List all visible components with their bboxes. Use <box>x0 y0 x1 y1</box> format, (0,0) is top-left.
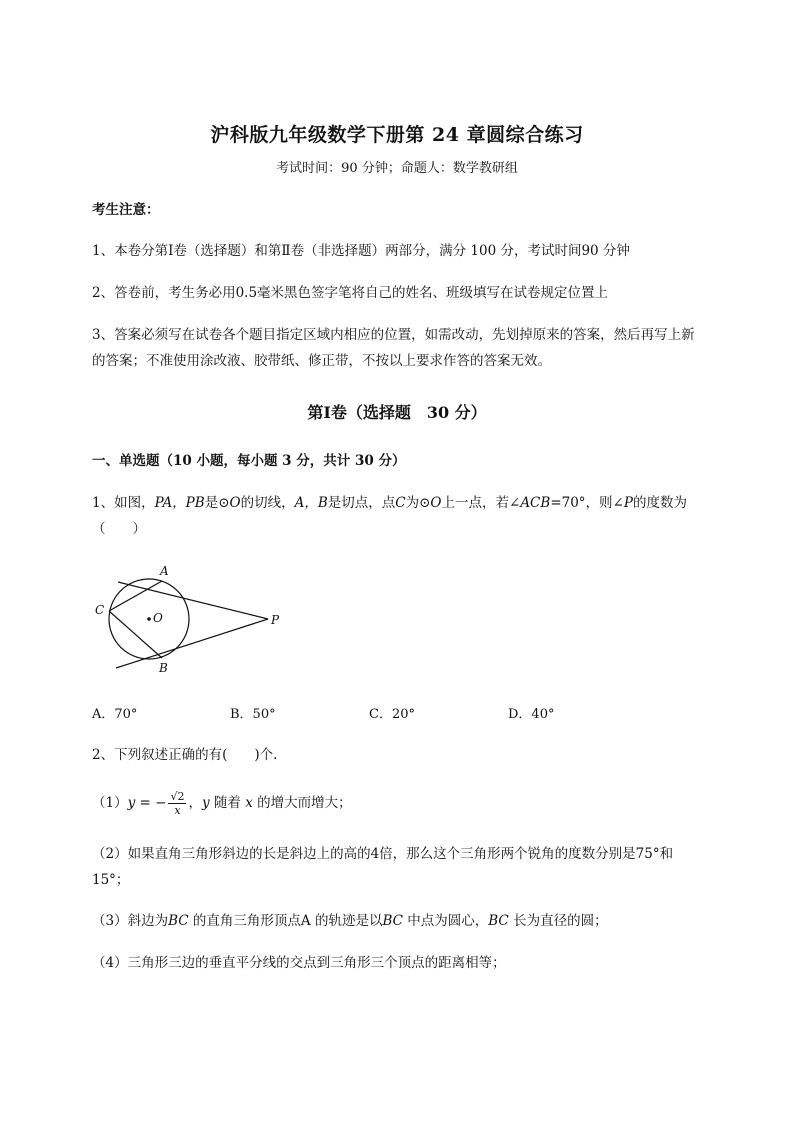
option-c[interactable]: C．20° <box>369 707 415 722</box>
exam-info: 考试时间：90 分钟；命题人：数学教研组 <box>276 161 518 176</box>
statement-1: （1）y = − $\frac{√2}{x}$ ，y 随着 x 的增大而增大； <box>92 790 352 817</box>
section-title: 第Ⅰ卷（选择题 30 分） <box>307 403 487 422</box>
label-c: C <box>95 603 105 617</box>
tangent-line-pa <box>118 582 268 619</box>
tangent-line-pb <box>116 619 268 668</box>
notice-item-3-line-2: 的答案；不准使用涂改液、胶带纸、修正带，不按以上要求作答的答案无效。 <box>92 353 551 369</box>
statement-3: （3）斜边为BC 的直角三角形顶点A 的轨迹是以BC 中点为圆心，BC 长为直径的圆； <box>92 913 608 929</box>
circle-tangent-figure <box>90 560 290 680</box>
label-b: B <box>159 661 168 675</box>
question-1-answer-paren: （ ） <box>92 521 146 537</box>
statement-2-line-2: 15°； <box>92 872 130 888</box>
label-p: P <box>271 613 280 627</box>
option-b[interactable]: B．50° <box>230 707 276 722</box>
question-1-stem: 1、如图，PA，PB是⊙O的切线，A，B是切点，点C为⊙O上一点，若∠ACB=70°，则∠P的度数为 <box>92 495 687 511</box>
center-point-o <box>147 617 151 621</box>
statement-2-line-1: （2）如果直角三角形斜边的长是斜边上的高的4倍，那么这个三角形两个锐角的度数分别是75°和 <box>92 846 674 862</box>
notice-item-3-line-1: 3、答案必须写在试卷各个题目指定区域内相应的位置，如需改动，先划掉原来的答案，然后再写上新 <box>92 327 695 343</box>
label-a: A <box>160 564 169 578</box>
notice-item-2: 2、答卷前，考生务必用0.5毫米黑色签字笔将自己的姓名、班级填写在试卷规定位置上 <box>92 285 609 301</box>
question-2-stem: 2、下列叙述正确的有( )个. <box>92 747 278 763</box>
fraction-sqrt2-over-x: $\frac{√2}{x}$ <box>170 790 185 817</box>
option-d[interactable]: D．40° <box>508 707 555 722</box>
notice-heading: 考生注意： <box>92 202 160 218</box>
page-title: 沪科版九年级数学下册第 24 章圆综合练习 <box>210 124 584 146</box>
statement-4: （4）三角形三边的垂直平分线的交点到三角形三个顶点的距离相等； <box>92 955 506 971</box>
part-heading: 一、单选题（10 小题，每小题 3 分，共计 30 分） <box>92 453 406 469</box>
option-a[interactable]: A．70° <box>92 707 138 722</box>
notice-item-1: 1、本卷分第Ⅰ卷（选择题）和第Ⅱ卷（非选择题）两部分，满分 100 分，考试时间90 分钟 <box>92 243 630 259</box>
label-o: O <box>153 611 163 625</box>
